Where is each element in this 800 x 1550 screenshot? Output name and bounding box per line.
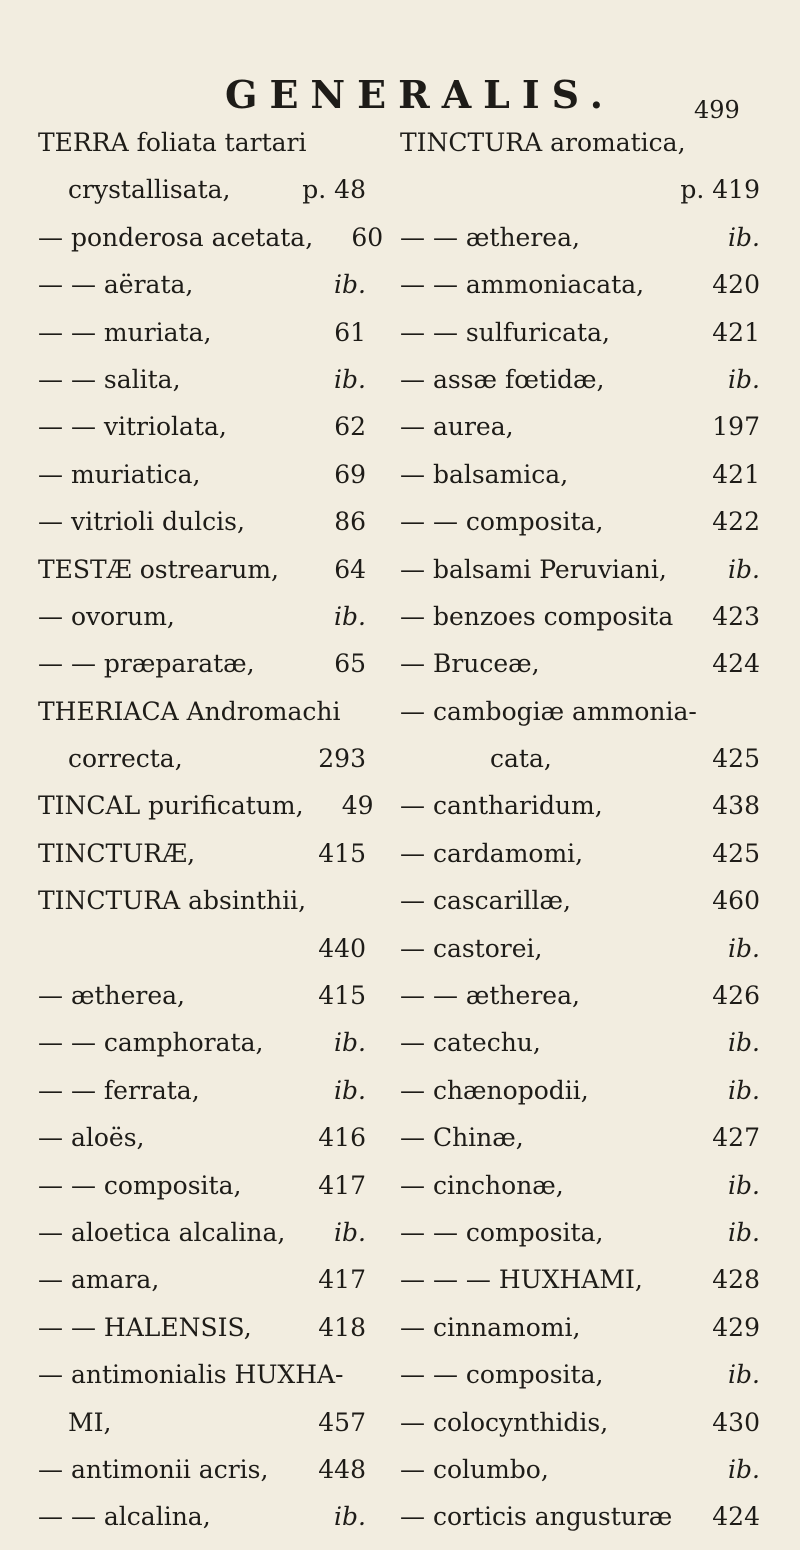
entry-page-ref: ib. [728,1217,760,1247]
entry-term: — muriatica, [38,459,201,489]
index-entry [400,412,760,459]
index-entry [38,1455,366,1502]
entry-page-ref: 86 [334,507,366,537]
entry-page-ref: 421 [712,459,760,489]
entry-page-ref: 69 [334,459,366,489]
entry-page-ref: 428 [712,1265,760,1295]
entry-term: — ponderosa acetata, [38,222,314,252]
entry-page-ref: 417 [318,1170,366,1200]
entry-page-ref: 422 [712,507,760,537]
index-entry [38,222,384,270]
entry-page-ref: ib. [334,364,366,394]
index-entry [38,365,366,412]
entry-page-ref: ib. [728,933,760,963]
entry-term: TINCTURA absinthii, [38,886,307,916]
index-entry [400,649,760,696]
index-entry [400,555,760,602]
index-entry [400,507,760,554]
entry-page-ref: 418 [318,1312,366,1342]
index-entry [400,744,760,791]
entry-term: — assæ fœtidæ, [400,364,605,394]
index-entry [400,270,760,317]
entry-page-ref: ib. [728,1170,760,1200]
entry-term: — — aërata, [38,270,194,300]
entry-term: correcta, [68,744,183,774]
index-column-left [38,128,384,1550]
entry-page-ref: 426 [712,981,760,1011]
entry-page-ref: ib. [728,1075,760,1105]
entry-page-ref: ib. [728,1454,760,1484]
entry-page-ref: ib. [728,554,760,584]
entry-page-ref: 421 [712,317,760,347]
running-header: GENERALIS. [225,72,615,117]
index-entry [400,365,760,412]
index-entry [38,270,366,317]
entry-term: — amara, [38,1265,160,1295]
index-entry [38,744,366,791]
index-entry [400,1502,760,1549]
entry-term: TESTÆ ostrearum, [38,554,279,584]
entry-page-ref: 423 [712,601,760,631]
entry-term: TERRA foliata tartari [38,128,307,157]
index-entry [400,318,760,365]
entry-term: — corticis angusturæ [400,1502,673,1532]
entry-term: — cinnamomi, [400,1312,581,1342]
entry-term: — balsamica, [400,459,569,489]
index-entry [400,1028,760,1075]
entry-page-ref: ib. [334,601,366,631]
entry-term: — ovorum, [38,601,175,631]
entry-page-ref: ib. [334,1028,366,1058]
entry-page-ref: 62 [334,412,366,442]
index-entry [38,507,366,554]
index-entry [38,1360,366,1407]
index-entry [400,981,760,1028]
entry-page-ref: 60 [351,222,384,252]
entry-term: — colocynthidis, [400,1407,609,1437]
entry-page-ref: 415 [318,981,366,1011]
entry-term: — — alcalina, [38,1502,211,1532]
index-column-right [400,128,760,1550]
entry-term: — — sulfuricata, [400,317,610,347]
entry-page-ref: 429 [712,1312,760,1342]
index-entry [38,1502,366,1549]
entry-page-ref: 49 [341,791,374,821]
entry-page-ref: 424 [712,649,760,679]
entry-term: — aurea, [400,412,514,442]
entry-page-ref: 425 [712,838,760,868]
index-entry [400,1123,760,1170]
entry-term: TINCAL purificatum, [38,791,304,821]
index-entry [38,649,366,696]
index-entry [38,555,366,602]
index-entry [38,175,366,222]
entry-page-ref: ib. [334,270,366,300]
page-number: 499 [694,96,740,124]
index-entry [400,839,760,886]
entry-term: MI, [68,1407,112,1437]
entry-term: — — HALENSIS, [38,1312,252,1342]
entry-page-ref: 293 [318,744,366,774]
index-entry [38,886,366,933]
entry-term: — catechu, [400,1028,541,1058]
entry-term: TINCTURA aromatica, [400,128,686,157]
entry-page-ref: 427 [712,1123,760,1153]
index-entry [400,1218,760,1265]
entry-term: — — composita, [400,1360,604,1390]
entry-page-ref: p. 419 [680,175,760,205]
entry-page-ref: 416 [318,1123,366,1153]
index-entry [38,460,366,507]
entry-term: — — præparatæ, [38,649,255,679]
entry-page-ref: ib. [728,364,760,394]
entry-term: — — salita, [38,364,181,394]
entry-term: THERIACA Andromachi [38,696,341,726]
index-entry [38,1265,366,1312]
index-entry [400,1313,760,1360]
index-entry [38,128,366,175]
entry-page-ref: 430 [712,1407,760,1437]
index-entry [400,1360,760,1407]
entry-term: — cardamomi, [400,838,584,868]
entry-page-ref: 64 [334,554,366,584]
entry-page-ref: ib. [728,222,760,252]
entry-term: TINCTURÆ, [38,838,196,868]
index-entry [400,791,760,838]
entry-term: — — — HUXHAMI, [400,1265,643,1295]
entry-page-ref: 438 [712,791,760,821]
entry-term: — — composita, [400,507,604,537]
entry-term: — chænopodii, [400,1075,589,1105]
entry-term: — antimonii acris, [38,1454,269,1484]
index-entry [38,1028,366,1075]
index-entry [400,1265,760,1312]
index-entry [400,460,760,507]
index-entry [400,223,760,270]
entry-term: — — composita, [400,1217,604,1247]
entry-term: — cinchonæ, [400,1170,564,1200]
entry-term: — — ætherea, [400,222,580,252]
index-entry [38,1076,366,1123]
index-entry [400,1408,760,1455]
index-entry [38,934,366,981]
index-entry [400,697,760,744]
entry-term: — castorei, [400,933,543,963]
entry-page-ref: 448 [318,1454,366,1484]
entry-term: — — ammoniacata, [400,270,645,300]
entry-term: — vitrioli dulcis, [38,507,245,537]
entry-page-ref: p. 48 [302,175,366,205]
index-entry [400,128,760,175]
index-entry [400,602,760,649]
entry-page-ref: 424 [712,1502,760,1532]
entry-page-ref: 440 [318,933,366,963]
entry-page-ref: 425 [712,744,760,774]
entry-term: — cambogiæ ammonia- [400,696,697,726]
index-entry [38,1408,366,1455]
index-entry [38,1313,366,1360]
index-entry [400,1171,760,1218]
entry-term: — — camphorata, [38,1028,264,1058]
entry-term: cata, [490,744,552,774]
entry-page-ref: 61 [334,317,366,347]
entry-term: — — composita, [38,1170,242,1200]
entry-page-ref: 460 [712,886,760,916]
index-entry [400,1455,760,1502]
entry-page-ref: 420 [712,270,760,300]
index-entry [38,791,374,838]
entry-term: — — muriata, [38,317,212,347]
entry-page-ref: 415 [318,838,366,868]
entry-page-ref: ib. [728,1028,760,1058]
entry-term: — Chinæ, [400,1123,524,1153]
index-entry [38,602,366,649]
entry-term: — — ferrata, [38,1075,200,1105]
entry-term: — cascarillæ, [400,886,571,916]
index-entry [400,175,760,222]
index-entry [38,412,366,459]
entry-term: — columbo, [400,1454,549,1484]
entry-term: — ætherea, [38,981,185,1011]
index-entry [38,697,366,744]
entry-page-ref: ib. [334,1075,366,1105]
entry-term: — cantharidum, [400,791,603,821]
index-entry [38,1123,366,1170]
index-entry [38,318,366,365]
index-entry [38,1171,366,1218]
entry-term: — benzoes composita [400,601,674,631]
index-entry [38,839,366,886]
entry-term: — — vitriolata, [38,412,227,442]
entry-term: — antimonialis HUXHA- [38,1360,344,1390]
entry-page-ref: ib. [334,1217,366,1247]
entry-term: crystallisata, [68,175,231,205]
entry-page-ref: 197 [712,412,760,442]
entry-page-ref: ib. [728,1360,760,1390]
entry-term: — Bruceæ, [400,649,540,679]
entry-term: — aloës, [38,1123,145,1153]
entry-page-ref: 65 [334,649,366,679]
entry-term: — aloetica alcalina, [38,1217,286,1247]
index-entry [400,1076,760,1123]
entry-page-ref: 417 [318,1265,366,1295]
index-entry [38,1218,366,1265]
entry-term: — balsami Peruviani, [400,554,667,584]
index-entry [400,934,760,981]
entry-term: — — ætherea, [400,981,580,1011]
index-entry [400,886,760,933]
entry-page-ref: 457 [318,1407,366,1437]
entry-page-ref: ib. [334,1502,366,1532]
index-entry [38,981,366,1028]
